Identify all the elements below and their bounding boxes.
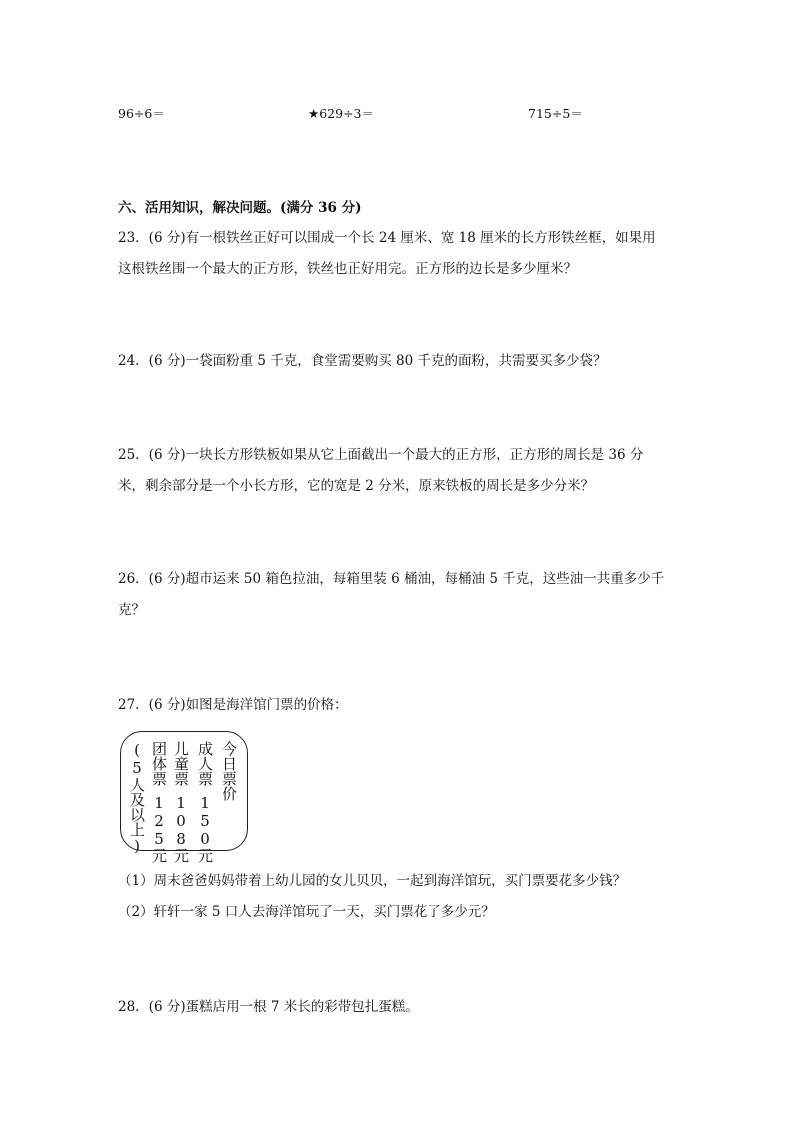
section-title: 六、活用知识，解决问题。(满分 36 分): [118, 200, 362, 216]
ticket-adult: [195, 741, 215, 863]
question-24-line-1: 24．(6 分)一袋面粉重 5 千克，食堂需要购买 80 千克的面粉，共需要买多少袋？: [118, 353, 607, 369]
question-23: [118, 223, 678, 285]
question-25-line-1: 25．(6 分)一块长方形铁板如果从它上面截出一个最大的正方形，正方形的周长是 36 分: [118, 447, 644, 463]
question-26-line-2: 克？: [118, 602, 145, 618]
ticket-child-label: 儿童票: [172, 741, 190, 786]
question-25-line-2: 米，剩余部分是一个小长方形，它的宽是 2 分米，原来铁板的周长是多少分米？: [118, 478, 595, 494]
ticket-child: [171, 741, 191, 863]
calc-item-1: 96÷6＝: [118, 106, 165, 121]
ticket-child-price: 108元: [172, 794, 190, 863]
ticket-group-note: (5人及以上): [128, 741, 146, 855]
ticket-adult-price: 150元: [196, 794, 214, 863]
question-24: [118, 346, 678, 377]
calc-item-3: 715÷5＝: [528, 106, 583, 121]
question-28-line-1: 28．(6 分)蛋糕店用一根 7 米长的彩带包扎蛋糕。: [118, 999, 419, 1015]
question-26-line-1: 26．(6 分)超市运来 50 箱色拉油，每箱里装 6 桶油，每桶油 5 千克，这些油一共重多少千: [118, 571, 665, 587]
ticket-adult-label: 成人票: [196, 741, 214, 786]
question-27-sub-1: （1）周末爸爸妈妈带着上幼儿园的女儿贝贝，一起到海洋馆玩，买门票要花多少钱？: [118, 873, 627, 889]
question-26: [118, 564, 678, 626]
question-23-line-2: 这根铁丝围一个最大的正方形，铁丝也正好用完。正方形的边长是多少厘米？: [118, 261, 577, 277]
ticket-group: [149, 741, 169, 863]
question-27-line-1: 27．(6 分)如图是海洋馆门票的价格：: [118, 697, 348, 713]
ticket-group-price: 125元: [150, 794, 168, 863]
ticket-group-label: 团体票: [150, 741, 168, 786]
question-27: [118, 690, 678, 721]
ticket-title: 今日票价: [220, 741, 238, 801]
calc-item-2: ★629÷3＝: [308, 106, 374, 121]
question-27-sub-2: （2）轩轩一家 5 口人去海洋馆玩了一天，买门票花了多少元？: [118, 904, 495, 920]
question-28: [118, 992, 678, 1023]
question-25: [118, 440, 678, 502]
question-23-line-1: 23．(6 分)有一根铁丝正好可以围成一个长 24 厘米、宽 18 厘米的长方形铁丝框，如果用: [118, 230, 656, 246]
ticket-price-board: [120, 731, 248, 863]
